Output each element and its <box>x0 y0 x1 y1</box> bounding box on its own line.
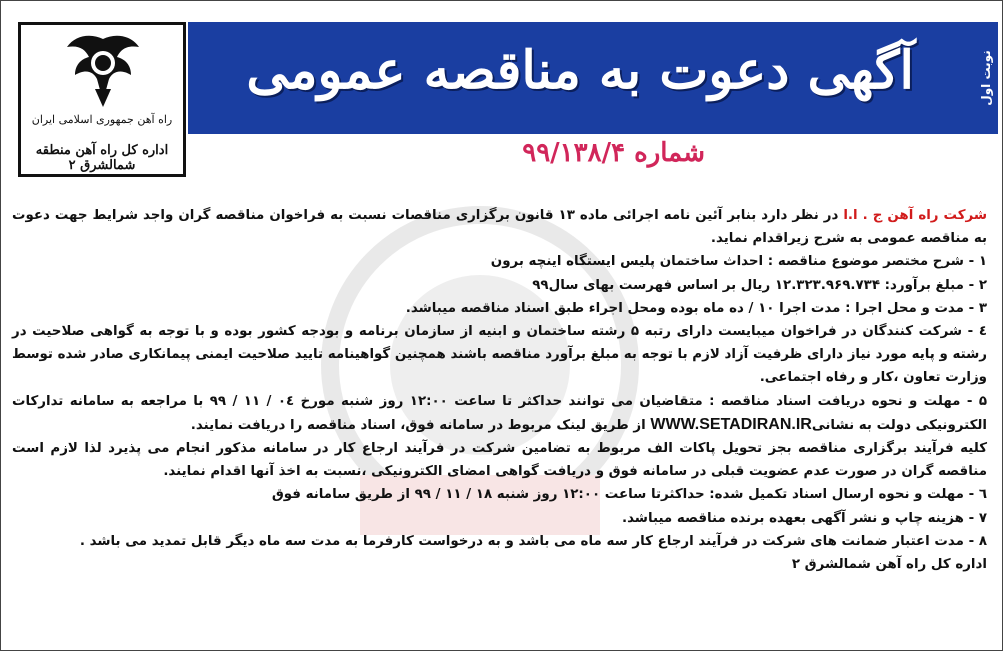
railway-logo-box <box>18 22 186 177</box>
railway-emblem-icon <box>61 31 145 111</box>
item-subject: ۱ - شرح مختصر موضوع مناقصه : احداث ساختمان پلیس ایستگاه اینچه برون <box>490 254 987 270</box>
notice-body <box>12 204 987 576</box>
item-submission: ٦ - مهلت و نحوه ارسال اسناد تکمیل شده: حداکثرتا ساعت ۱۲:۰۰ روز شنبه ۱۸ / ۱۱ / ۹۹ از طریق سامانه فوق <box>271 487 987 503</box>
intro-paragraph <box>12 204 987 250</box>
item-qualification: ٤ - شرکت کنندگان در فراخوان میبایست دارای رتبه ۵ رشته ساختمان و ابنیه از سازمان برنامه و بودجه کشور بوده و با توجه به گواهی صلاحیت در رشته و پایه مورد نیاز دارای ظرفیت آزاد لازم با توجه به مبلغ برآورد مناقصه باشند همچنین گواهینامه تایید صلاحیت ایمنی پیمانکاری صادر شده توسط وزارت تعاون ،کار و رفاه اجتماعی. <box>12 324 987 386</box>
notice-header <box>10 10 995 172</box>
item-cost: ۷ - هزینه چاپ و نشر آگهی بعهده برنده مناقصه میباشد. <box>621 510 987 526</box>
item-documents-text-2: از طریق لینک مربوط در سامانه فوق، اسناد مناقصه را دریافت نمایند. <box>190 417 651 433</box>
edition-tab <box>974 22 998 134</box>
setadiran-link[interactable]: WWW.SETADIRAN.IR <box>650 415 812 433</box>
page-title: آگهی دعوت به مناقصه عمومی <box>246 40 914 101</box>
department-name: اداره کل راه آهن منطقه شمالشرق ۲ <box>35 143 169 173</box>
intro-company: شرکت راه آهن ج . ا.ا <box>843 208 987 223</box>
org-name: راه آهن جمهوری اسلامی ایران <box>31 113 173 126</box>
item-duration: ۳ - مدت و محل اجرا : مدت اجرا ۱۰ / ده ماه بوده ومحل اجراء طبق اسناد مناقصه میباشد. <box>405 300 987 316</box>
item-documents-text: ۵ - مهلت و نحوه دریافت اسناد مناقصه : متقاضیان می توانند حداکثر تا ساعت ۱۲:۰۰ روز شنبه مورخ ۰٤ / ۱۱ / ۹۹ با مراجعه به سامانه تدارکات الکترونیکی دولت به نشانی <box>12 393 987 433</box>
item-estimate: ۲ - مبلغ برآورد: ۱۲.۳۲۳.۹۶۹.۷۳۴ ریال بر اساس فهرست بهای سال۹۹ <box>532 277 987 293</box>
notice-number: شماره ۹۹/۱۳۸/۴ <box>522 138 705 168</box>
item-guarantee: ۸ - مدت اعتبار ضمانت های شرکت در فرآیند ارجاع کار سه ماه می باشد و به درخواست کارفرما به مدت سه ماه دیگر قابل تمدید می باشد . <box>79 533 987 549</box>
title-banner <box>188 22 974 134</box>
intro-text: در نظر دارد بنابر آئین نامه اجرائی ماده ۱۳ قانون برگزاری مناقصات نسبت به فراخوان مناقصه گران واجد شرایط جهت دعوت به مناقصه عمومی به شرح زیراقدام نماید. <box>12 208 987 247</box>
item-documents <box>12 390 987 437</box>
signature: اداره کل راه آهن شمالشرق ۲ <box>791 557 987 573</box>
process-paragraph: کلیه فرآیند برگزاری مناقصه بجز تحویل پاکات الف مربوط به تضامین شرکت در فرآیند ارجاع کار در سامانه مذکور انجام می پذیرد لذا لازم است مناقصه گران در صورت عدم عضویت قبلی در سامانه فوق و دریافت گواهی امضای الکترونیکی ،نسبت به اخذ آنها اقدام نمایند. <box>12 441 987 480</box>
edition-label: نوبت اول <box>979 50 993 106</box>
